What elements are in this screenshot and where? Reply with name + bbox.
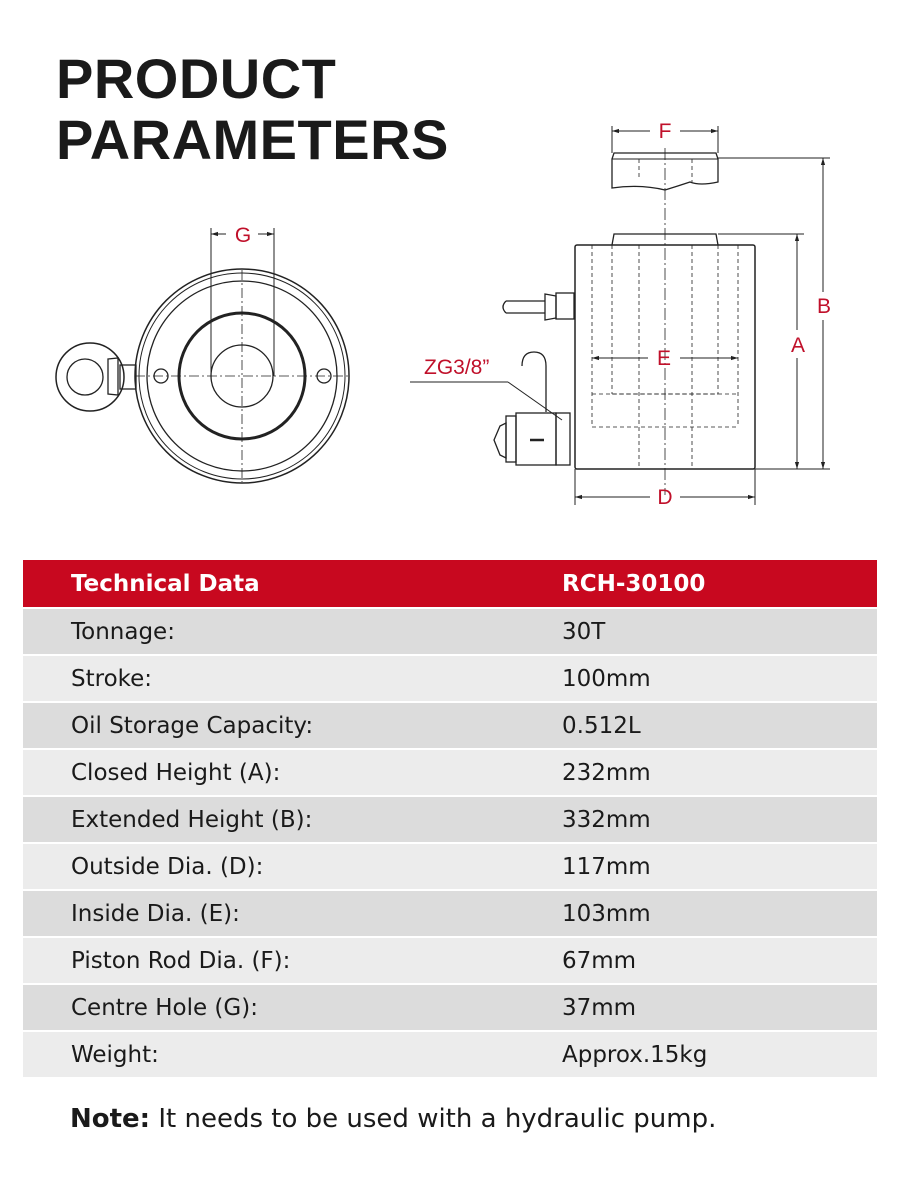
note-text: It needs to be used with a hydraulic pump. xyxy=(150,1104,717,1134)
row-label: Inside Dia. (E): xyxy=(71,900,240,927)
table-header xyxy=(23,560,877,607)
port-size-label: ZG3/8” xyxy=(424,356,490,379)
dimension-label-e: E xyxy=(656,347,672,370)
dimension-label-g: G xyxy=(234,224,252,247)
table-row xyxy=(23,985,877,1030)
dimension-label-f: F xyxy=(658,120,672,143)
header-label: Technical Data xyxy=(71,570,260,597)
row-value: 0.512L xyxy=(562,712,641,739)
row-label: Oil Storage Capacity: xyxy=(71,712,314,739)
dimension-label-d: D xyxy=(657,486,673,509)
table-row xyxy=(23,656,877,701)
row-value: 67mm xyxy=(562,947,637,974)
row-value: 100mm xyxy=(562,665,651,692)
technical-data-table xyxy=(23,560,877,1079)
row-value: 117mm xyxy=(562,853,651,880)
row-value: 332mm xyxy=(562,806,651,833)
row-label: Weight: xyxy=(71,1041,159,1068)
table-row xyxy=(23,938,877,983)
technical-drawing xyxy=(0,0,900,540)
row-value: 30T xyxy=(562,618,606,645)
row-value: 37mm xyxy=(562,994,637,1021)
note-prefix: Note: xyxy=(70,1104,151,1134)
row-label: Tonnage: xyxy=(71,618,175,645)
row-label: Stroke: xyxy=(71,665,153,692)
row-value: Approx.15kg xyxy=(562,1041,708,1068)
table-row xyxy=(23,750,877,795)
table-row xyxy=(23,844,877,889)
row-label: Extended Height (B): xyxy=(71,806,313,833)
dimension-label-a: A xyxy=(790,334,806,357)
title-line-2: PARAMETERS xyxy=(56,108,449,171)
row-value: 232mm xyxy=(562,759,651,786)
header-model: RCH-30100 xyxy=(562,570,706,597)
row-label: Piston Rod Dia. (F): xyxy=(71,947,291,974)
top-view-drawing xyxy=(56,228,349,483)
table-row xyxy=(23,703,877,748)
dimension-label-b: B xyxy=(816,295,832,318)
row-label: Closed Height (A): xyxy=(71,759,281,786)
row-label: Centre Hole (G): xyxy=(71,994,258,1021)
table-row xyxy=(23,609,877,654)
table-row xyxy=(23,891,877,936)
side-view-drawing xyxy=(410,126,830,505)
title-line-1: PRODUCT xyxy=(56,47,337,110)
usage-note xyxy=(70,1104,716,1134)
table-row xyxy=(23,1032,877,1077)
table-row xyxy=(23,797,877,842)
row-label: Outside Dia. (D): xyxy=(71,853,264,880)
row-value: 103mm xyxy=(562,900,651,927)
